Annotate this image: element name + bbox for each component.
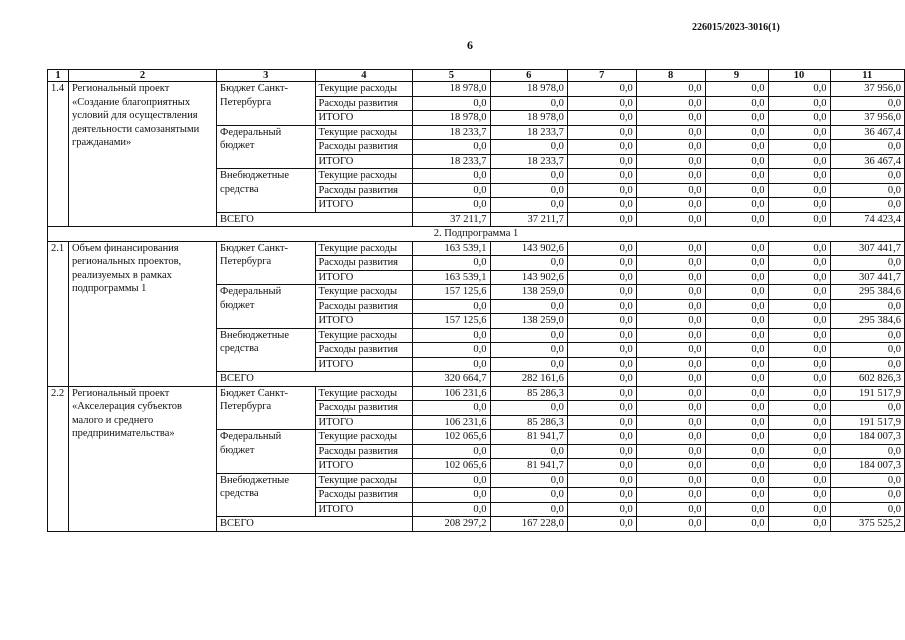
value-cell: 18 233,7 xyxy=(490,154,567,169)
value-cell: 36 467,4 xyxy=(830,125,905,140)
value-cell: 81 941,7 xyxy=(490,430,567,445)
expense-type: Расходы развития xyxy=(315,140,413,155)
value-cell: 0,0 xyxy=(413,502,490,517)
table-row xyxy=(48,82,905,97)
column-header: 1 xyxy=(48,70,69,82)
total-cell: 0,0 xyxy=(768,517,830,532)
value-cell: 0,0 xyxy=(413,140,490,155)
value-cell: 0,0 xyxy=(413,183,490,198)
value-cell: 0,0 xyxy=(636,270,705,285)
total-cell: 0,0 xyxy=(567,212,636,227)
value-cell: 0,0 xyxy=(567,140,636,155)
value-cell: 0,0 xyxy=(490,473,567,488)
value-cell: 0,0 xyxy=(567,256,636,271)
value-cell: 0,0 xyxy=(567,198,636,213)
value-cell: 0,0 xyxy=(705,314,768,329)
value-cell: 0,0 xyxy=(413,401,490,416)
value-cell: 0,0 xyxy=(705,473,768,488)
value-cell: 0,0 xyxy=(705,444,768,459)
expense-type: Расходы развития xyxy=(315,256,413,271)
expense-type: Расходы развития xyxy=(315,488,413,503)
value-cell: 0,0 xyxy=(413,328,490,343)
column-header: 4 xyxy=(315,70,413,82)
value-cell: 0,0 xyxy=(490,328,567,343)
total-cell: 167 228,0 xyxy=(490,517,567,532)
value-cell: 0,0 xyxy=(768,198,830,213)
value-cell: 0,0 xyxy=(636,241,705,256)
value-cell: 0,0 xyxy=(567,343,636,358)
value-cell: 0,0 xyxy=(413,96,490,111)
value-cell: 0,0 xyxy=(636,154,705,169)
value-cell: 0,0 xyxy=(490,444,567,459)
total-cell: 74 423,4 xyxy=(830,212,905,227)
value-cell: 138 259,0 xyxy=(490,285,567,300)
value-cell: 0,0 xyxy=(830,328,905,343)
value-cell: 0,0 xyxy=(705,401,768,416)
value-cell: 0,0 xyxy=(768,502,830,517)
value-cell: 0,0 xyxy=(490,488,567,503)
project-name: Региональный проект «Создание благоприятных условий для осуществления деятельности самозанятыми гражданами» xyxy=(68,82,216,227)
value-cell: 18 978,0 xyxy=(490,111,567,126)
total-cell: 0,0 xyxy=(705,517,768,532)
value-cell: 0,0 xyxy=(705,285,768,300)
value-cell: 0,0 xyxy=(413,444,490,459)
value-cell: 0,0 xyxy=(567,473,636,488)
value-cell: 0,0 xyxy=(705,328,768,343)
value-cell: 163 539,1 xyxy=(413,241,490,256)
column-header: 10 xyxy=(768,70,830,82)
value-cell: 0,0 xyxy=(413,343,490,358)
value-cell: 0,0 xyxy=(567,270,636,285)
value-cell: 0,0 xyxy=(567,415,636,430)
funding-source: Бюджет Санкт-Петербурга xyxy=(217,386,315,430)
section-title: 2. Подпрограмма 1 xyxy=(48,227,905,242)
value-cell: 0,0 xyxy=(490,299,567,314)
page-number: 6 xyxy=(467,38,473,52)
total-cell: 0,0 xyxy=(567,517,636,532)
value-cell: 0,0 xyxy=(636,343,705,358)
value-cell: 81 941,7 xyxy=(490,459,567,474)
value-cell: 18 233,7 xyxy=(413,125,490,140)
value-cell: 0,0 xyxy=(567,444,636,459)
total-cell: 37 211,7 xyxy=(490,212,567,227)
funding-source: Внебюджетные средства xyxy=(217,328,315,372)
total-cell: 375 525,2 xyxy=(830,517,905,532)
expense-type: Текущие расходы xyxy=(315,430,413,445)
value-cell: 0,0 xyxy=(490,96,567,111)
value-cell: 0,0 xyxy=(490,198,567,213)
expense-type: Расходы развития xyxy=(315,299,413,314)
value-cell: 18 233,7 xyxy=(490,125,567,140)
value-cell: 18 978,0 xyxy=(490,82,567,97)
total-cell: 602 826,3 xyxy=(830,372,905,387)
value-cell: 0,0 xyxy=(705,343,768,358)
document-number: 226015/2023-3016(1) xyxy=(692,22,780,33)
value-cell: 0,0 xyxy=(490,357,567,372)
total-cell: 208 297,2 xyxy=(413,517,490,532)
total-label: ВСЕГО xyxy=(217,212,413,227)
value-cell: 0,0 xyxy=(768,473,830,488)
value-cell: 0,0 xyxy=(413,169,490,184)
value-cell: 0,0 xyxy=(830,343,905,358)
expense-type: ИТОГО xyxy=(315,357,413,372)
value-cell: 0,0 xyxy=(768,415,830,430)
value-cell: 184 007,3 xyxy=(830,459,905,474)
value-cell: 18 233,7 xyxy=(413,154,490,169)
value-cell: 295 384,6 xyxy=(830,314,905,329)
value-cell: 0,0 xyxy=(705,299,768,314)
value-cell: 0,0 xyxy=(490,502,567,517)
project-name: Объем финансирования региональных проектов, реализуемых в рамках подпрограммы 1 xyxy=(68,241,216,386)
table-body xyxy=(48,70,905,532)
value-cell: 106 231,6 xyxy=(413,415,490,430)
expense-type: ИТОГО xyxy=(315,459,413,474)
value-cell: 0,0 xyxy=(490,183,567,198)
value-cell: 0,0 xyxy=(768,125,830,140)
value-cell: 0,0 xyxy=(768,357,830,372)
value-cell: 0,0 xyxy=(567,357,636,372)
value-cell: 0,0 xyxy=(636,473,705,488)
value-cell: 0,0 xyxy=(636,415,705,430)
value-cell: 0,0 xyxy=(636,125,705,140)
value-cell: 0,0 xyxy=(705,140,768,155)
value-cell: 0,0 xyxy=(768,270,830,285)
value-cell: 0,0 xyxy=(636,430,705,445)
project-name: Региональный проект «Акселерация субъектов малого и среднего предпринимательства» xyxy=(68,386,216,531)
value-cell: 0,0 xyxy=(636,459,705,474)
section-row xyxy=(48,227,905,242)
value-cell: 0,0 xyxy=(830,473,905,488)
value-cell: 0,0 xyxy=(768,459,830,474)
value-cell: 0,0 xyxy=(830,488,905,503)
value-cell: 0,0 xyxy=(636,169,705,184)
expense-type: Расходы развития xyxy=(315,343,413,358)
column-header: 5 xyxy=(413,70,490,82)
value-cell: 0,0 xyxy=(705,270,768,285)
value-cell: 0,0 xyxy=(705,198,768,213)
expense-type: ИТОГО xyxy=(315,111,413,126)
value-cell: 0,0 xyxy=(768,82,830,97)
value-cell: 0,0 xyxy=(768,140,830,155)
value-cell: 0,0 xyxy=(705,169,768,184)
value-cell: 0,0 xyxy=(567,401,636,416)
value-cell: 0,0 xyxy=(705,125,768,140)
value-cell: 295 384,6 xyxy=(830,285,905,300)
value-cell: 0,0 xyxy=(567,488,636,503)
total-cell: 0,0 xyxy=(636,372,705,387)
total-label: ВСЕГО xyxy=(217,517,413,532)
value-cell: 0,0 xyxy=(768,488,830,503)
value-cell: 102 065,6 xyxy=(413,459,490,474)
column-header: 9 xyxy=(705,70,768,82)
table-row xyxy=(48,386,905,401)
expense-type: ИТОГО xyxy=(315,314,413,329)
value-cell: 0,0 xyxy=(567,169,636,184)
value-cell: 0,0 xyxy=(636,401,705,416)
value-cell: 0,0 xyxy=(413,357,490,372)
value-cell: 0,0 xyxy=(705,430,768,445)
funding-source: Бюджет Санкт-Петербурга xyxy=(217,241,315,285)
value-cell: 191 517,9 xyxy=(830,386,905,401)
row-number: 2.2 xyxy=(48,386,69,531)
value-cell: 0,0 xyxy=(768,285,830,300)
total-cell: 37 211,7 xyxy=(413,212,490,227)
value-cell: 0,0 xyxy=(567,111,636,126)
expense-type: Текущие расходы xyxy=(315,125,413,140)
funding-source: Внебюджетные средства xyxy=(217,473,315,517)
total-cell: 0,0 xyxy=(636,517,705,532)
value-cell: 0,0 xyxy=(830,198,905,213)
value-cell: 0,0 xyxy=(636,183,705,198)
column-header: 3 xyxy=(217,70,315,82)
value-cell: 0,0 xyxy=(567,82,636,97)
value-cell: 0,0 xyxy=(636,140,705,155)
value-cell: 191 517,9 xyxy=(830,415,905,430)
value-cell: 0,0 xyxy=(636,256,705,271)
value-cell: 0,0 xyxy=(705,82,768,97)
value-cell: 0,0 xyxy=(830,256,905,271)
value-cell: 85 286,3 xyxy=(490,386,567,401)
column-header: 2 xyxy=(68,70,216,82)
value-cell: 157 125,6 xyxy=(413,314,490,329)
funding-source: Бюджет Санкт-Петербурга xyxy=(217,82,315,126)
expense-type: ИТОГО xyxy=(315,154,413,169)
value-cell: 0,0 xyxy=(768,430,830,445)
funding-table xyxy=(47,69,905,532)
expense-type: ИТОГО xyxy=(315,270,413,285)
expense-type: Расходы развития xyxy=(315,183,413,198)
value-cell: 0,0 xyxy=(567,459,636,474)
expense-type: Расходы развития xyxy=(315,444,413,459)
value-cell: 0,0 xyxy=(768,386,830,401)
total-cell: 0,0 xyxy=(567,372,636,387)
value-cell: 0,0 xyxy=(490,343,567,358)
expense-type: Текущие расходы xyxy=(315,169,413,184)
value-cell: 0,0 xyxy=(567,299,636,314)
value-cell: 307 441,7 xyxy=(830,270,905,285)
value-cell: 163 539,1 xyxy=(413,270,490,285)
expense-type: Текущие расходы xyxy=(315,82,413,97)
value-cell: 0,0 xyxy=(830,401,905,416)
value-cell: 0,0 xyxy=(490,169,567,184)
total-cell: 0,0 xyxy=(705,372,768,387)
value-cell: 0,0 xyxy=(567,430,636,445)
value-cell: 0,0 xyxy=(768,183,830,198)
value-cell: 0,0 xyxy=(567,285,636,300)
value-cell: 0,0 xyxy=(636,111,705,126)
expense-type: ИТОГО xyxy=(315,502,413,517)
value-cell: 37 956,0 xyxy=(830,111,905,126)
value-cell: 0,0 xyxy=(567,314,636,329)
value-cell: 0,0 xyxy=(830,299,905,314)
value-cell: 0,0 xyxy=(413,473,490,488)
column-header: 8 xyxy=(636,70,705,82)
value-cell: 0,0 xyxy=(567,386,636,401)
funding-source: Федеральный бюджет xyxy=(217,125,315,169)
column-header: 11 xyxy=(830,70,905,82)
value-cell: 157 125,6 xyxy=(413,285,490,300)
expense-type: Текущие расходы xyxy=(315,386,413,401)
table-row xyxy=(48,241,905,256)
value-cell: 0,0 xyxy=(705,183,768,198)
value-cell: 0,0 xyxy=(830,96,905,111)
value-cell: 0,0 xyxy=(413,198,490,213)
value-cell: 0,0 xyxy=(768,401,830,416)
value-cell: 0,0 xyxy=(768,241,830,256)
total-cell: 0,0 xyxy=(768,212,830,227)
value-cell: 0,0 xyxy=(636,328,705,343)
value-cell: 0,0 xyxy=(413,299,490,314)
value-cell: 106 231,6 xyxy=(413,386,490,401)
value-cell: 0,0 xyxy=(636,357,705,372)
value-cell: 0,0 xyxy=(830,444,905,459)
value-cell: 0,0 xyxy=(705,96,768,111)
value-cell: 0,0 xyxy=(705,111,768,126)
value-cell: 0,0 xyxy=(768,256,830,271)
value-cell: 0,0 xyxy=(636,386,705,401)
value-cell: 0,0 xyxy=(490,256,567,271)
value-cell: 0,0 xyxy=(768,96,830,111)
value-cell: 0,0 xyxy=(768,299,830,314)
value-cell: 307 441,7 xyxy=(830,241,905,256)
value-cell: 0,0 xyxy=(768,154,830,169)
value-cell: 0,0 xyxy=(768,169,830,184)
expense-type: Расходы развития xyxy=(315,96,413,111)
expense-type: Текущие расходы xyxy=(315,328,413,343)
value-cell: 0,0 xyxy=(413,488,490,503)
value-cell: 0,0 xyxy=(830,169,905,184)
value-cell: 0,0 xyxy=(830,183,905,198)
value-cell: 0,0 xyxy=(567,241,636,256)
value-cell: 0,0 xyxy=(705,459,768,474)
value-cell: 0,0 xyxy=(636,285,705,300)
value-cell: 37 956,0 xyxy=(830,82,905,97)
value-cell: 138 259,0 xyxy=(490,314,567,329)
funding-source: Внебюджетные средства xyxy=(217,169,315,213)
column-header: 7 xyxy=(567,70,636,82)
value-cell: 0,0 xyxy=(830,140,905,155)
value-cell: 0,0 xyxy=(636,299,705,314)
expense-type: Текущие расходы xyxy=(315,241,413,256)
value-cell: 0,0 xyxy=(705,502,768,517)
value-cell: 0,0 xyxy=(567,328,636,343)
value-cell: 0,0 xyxy=(636,444,705,459)
value-cell: 102 065,6 xyxy=(413,430,490,445)
value-cell: 18 978,0 xyxy=(413,82,490,97)
funding-source: Федеральный бюджет xyxy=(217,430,315,474)
value-cell: 0,0 xyxy=(768,343,830,358)
value-cell: 0,0 xyxy=(636,82,705,97)
value-cell: 0,0 xyxy=(705,488,768,503)
header-row xyxy=(48,70,905,82)
value-cell: 0,0 xyxy=(567,96,636,111)
expense-type: Текущие расходы xyxy=(315,473,413,488)
value-cell: 18 978,0 xyxy=(413,111,490,126)
value-cell: 0,0 xyxy=(567,154,636,169)
value-cell: 0,0 xyxy=(636,314,705,329)
funding-source: Федеральный бюджет xyxy=(217,285,315,329)
value-cell: 0,0 xyxy=(705,386,768,401)
value-cell: 0,0 xyxy=(636,502,705,517)
value-cell: 0,0 xyxy=(413,256,490,271)
value-cell: 0,0 xyxy=(705,415,768,430)
value-cell: 143 902,6 xyxy=(490,270,567,285)
expense-type: ИТОГО xyxy=(315,415,413,430)
value-cell: 0,0 xyxy=(567,502,636,517)
value-cell: 184 007,3 xyxy=(830,430,905,445)
value-cell: 0,0 xyxy=(768,444,830,459)
value-cell: 85 286,3 xyxy=(490,415,567,430)
value-cell: 0,0 xyxy=(768,314,830,329)
total-label: ВСЕГО xyxy=(217,372,413,387)
value-cell: 0,0 xyxy=(705,241,768,256)
value-cell: 0,0 xyxy=(768,111,830,126)
value-cell: 0,0 xyxy=(636,198,705,213)
value-cell: 0,0 xyxy=(768,328,830,343)
value-cell: 0,0 xyxy=(705,154,768,169)
value-cell: 143 902,6 xyxy=(490,241,567,256)
total-cell: 320 664,7 xyxy=(413,372,490,387)
value-cell: 0,0 xyxy=(490,401,567,416)
value-cell: 0,0 xyxy=(830,357,905,372)
value-cell: 0,0 xyxy=(705,357,768,372)
total-cell: 282 161,6 xyxy=(490,372,567,387)
value-cell: 0,0 xyxy=(705,256,768,271)
value-cell: 0,0 xyxy=(636,488,705,503)
value-cell: 0,0 xyxy=(567,125,636,140)
total-cell: 0,0 xyxy=(768,372,830,387)
row-number: 1.4 xyxy=(48,82,69,227)
total-cell: 0,0 xyxy=(636,212,705,227)
expense-type: Расходы развития xyxy=(315,401,413,416)
total-cell: 0,0 xyxy=(705,212,768,227)
row-number: 2.1 xyxy=(48,241,69,386)
expense-type: Текущие расходы xyxy=(315,285,413,300)
column-header: 6 xyxy=(490,70,567,82)
value-cell: 0,0 xyxy=(636,96,705,111)
value-cell: 36 467,4 xyxy=(830,154,905,169)
value-cell: 0,0 xyxy=(830,502,905,517)
expense-type: ИТОГО xyxy=(315,198,413,213)
value-cell: 0,0 xyxy=(567,183,636,198)
value-cell: 0,0 xyxy=(490,140,567,155)
